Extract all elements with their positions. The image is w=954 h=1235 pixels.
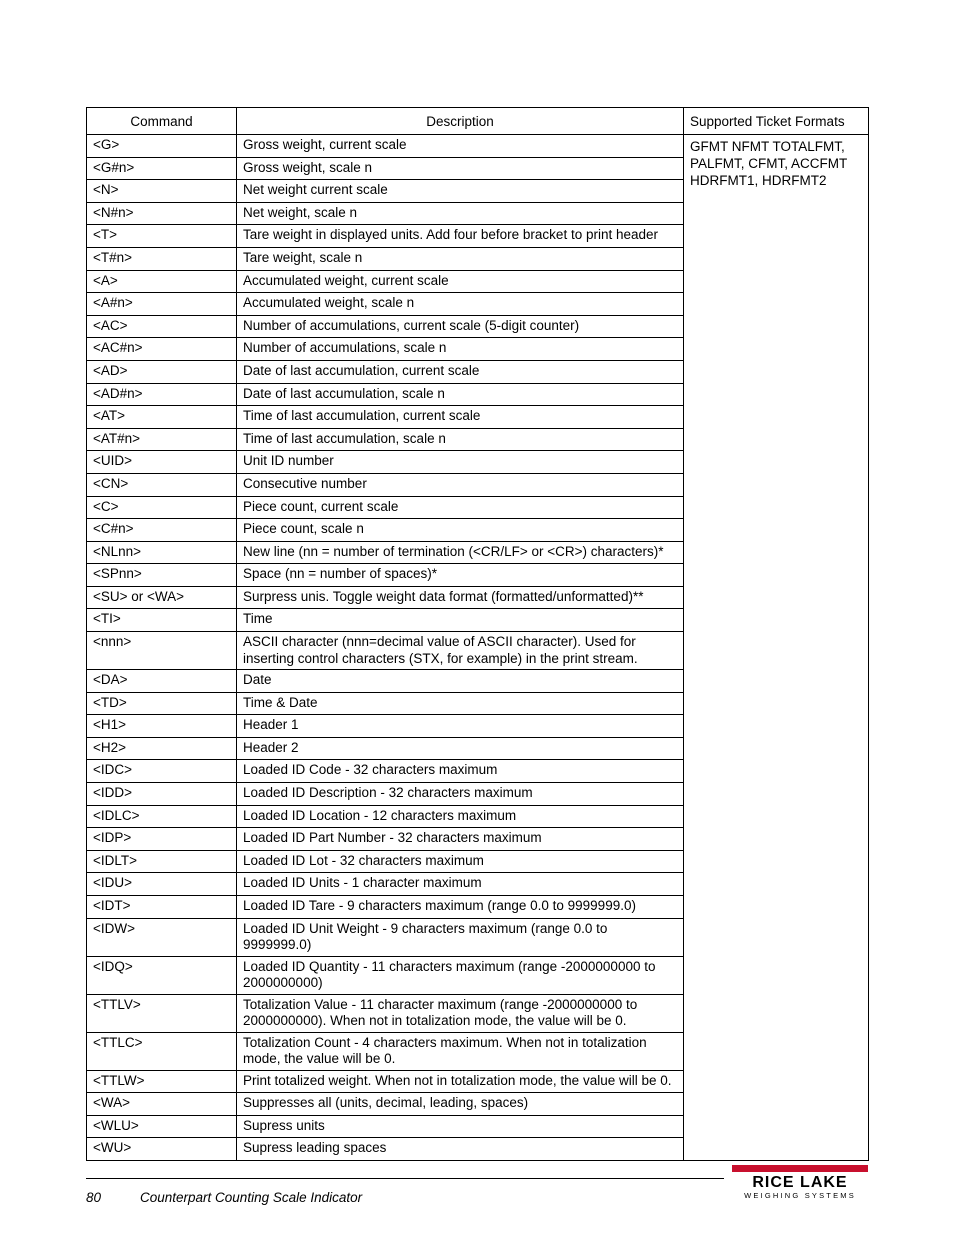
command-cell: <SU> or <WA> bbox=[87, 586, 237, 609]
command-cell: <IDT> bbox=[87, 896, 237, 919]
description-cell: New line (nn = number of termination (<CR/LF> or <CR>) characters)* bbox=[237, 541, 684, 564]
command-cell: <UID> bbox=[87, 451, 237, 474]
description-cell: Loaded ID Description - 32 characters maximum bbox=[237, 783, 684, 806]
description-cell: Supress leading spaces bbox=[237, 1138, 684, 1161]
command-cell: <AT#n> bbox=[87, 428, 237, 451]
command-cell: <WLU> bbox=[87, 1115, 237, 1138]
description-cell: Loaded ID Tare - 9 characters maximum (range 0.0 to 9999999.0) bbox=[237, 896, 684, 919]
ticket-formats-cell: GFMT NFMT TOTALFMT, PALFMT, CFMT, ACCFMT HDRFMT1, HDRFMT2 bbox=[684, 135, 869, 1161]
command-cell: <IDQ> bbox=[87, 956, 237, 994]
command-cell: <T> bbox=[87, 225, 237, 248]
description-cell: Consecutive number bbox=[237, 473, 684, 496]
command-cell: <NLnn> bbox=[87, 541, 237, 564]
command-cell: <IDW> bbox=[87, 918, 237, 956]
command-cell: <IDU> bbox=[87, 873, 237, 896]
command-cell: <TD> bbox=[87, 692, 237, 715]
description-cell: Totalization Value - 11 character maximum (range -2000000000 to 2000000000). When not in totalization mode, the value will be 0. bbox=[237, 994, 684, 1032]
command-cell: <AD#n> bbox=[87, 383, 237, 406]
command-cell: <WA> bbox=[87, 1093, 237, 1116]
description-cell: Number of accumulations, current scale (5-digit counter) bbox=[237, 315, 684, 338]
description-cell: Piece count, current scale bbox=[237, 496, 684, 519]
command-cell: <DA> bbox=[87, 670, 237, 693]
command-cell: <H2> bbox=[87, 737, 237, 760]
description-cell: Gross weight, scale n bbox=[237, 157, 684, 180]
description-cell: Date of last accumulation, scale n bbox=[237, 383, 684, 406]
description-cell: Time & Date bbox=[237, 692, 684, 715]
command-cell: <IDLT> bbox=[87, 850, 237, 873]
command-cell: <AT> bbox=[87, 406, 237, 429]
header-description: Description bbox=[237, 108, 684, 135]
description-cell: Surpress unis. Toggle weight data format (formatted/unformatted)** bbox=[237, 586, 684, 609]
command-cell: <A> bbox=[87, 270, 237, 293]
page-number: 80 bbox=[86, 1190, 102, 1205]
description-cell: Tare weight, scale n bbox=[237, 247, 684, 270]
logo-wordmark: RICE LAKE bbox=[752, 1174, 848, 1191]
description-cell: Number of accumulations, scale n bbox=[237, 338, 684, 361]
description-cell: Suppresses all (units, decimal, leading, spaces) bbox=[237, 1093, 684, 1116]
command-cell: <TTLW> bbox=[87, 1070, 237, 1093]
description-cell: Loaded ID Units - 1 character maximum bbox=[237, 873, 684, 896]
command-cell: <IDP> bbox=[87, 828, 237, 851]
command-cell: <SPnn> bbox=[87, 564, 237, 587]
command-cell: <AC#n> bbox=[87, 338, 237, 361]
header-command: Command bbox=[87, 108, 237, 135]
command-cell: <TI> bbox=[87, 609, 237, 632]
description-cell: Loaded ID Quantity - 11 characters maximum (range -2000000000 to 2000000000) bbox=[237, 956, 684, 994]
description-cell: Net weight, scale n bbox=[237, 202, 684, 225]
footer-rule bbox=[86, 1178, 724, 1179]
description-cell: Loaded ID Unit Weight - 9 characters maximum (range 0.0 to 9999999.0) bbox=[237, 918, 684, 956]
command-cell: <N> bbox=[87, 180, 237, 203]
description-cell: ASCII character (nnn=decimal value of ASCII character). Used for inserting control characters (STX, for example) in the print stream. bbox=[237, 632, 684, 670]
command-cell: <AD> bbox=[87, 360, 237, 383]
description-cell: Loaded ID Part Number - 32 characters maximum bbox=[237, 828, 684, 851]
command-cell: <WU> bbox=[87, 1138, 237, 1161]
description-cell: Time bbox=[237, 609, 684, 632]
command-cell: <C#n> bbox=[87, 519, 237, 542]
command-cell: <IDD> bbox=[87, 783, 237, 806]
description-cell: Tare weight in displayed units. Add four before bracket to print header bbox=[237, 225, 684, 248]
table-row bbox=[87, 135, 869, 158]
command-cell: <G> bbox=[87, 135, 237, 158]
logo-tagline: WEIGHING SYSTEMS bbox=[744, 1191, 856, 1200]
description-cell: Supress units bbox=[237, 1115, 684, 1138]
description-cell: Loaded ID Location - 12 characters maximum bbox=[237, 805, 684, 828]
command-cell: <H1> bbox=[87, 715, 237, 738]
description-cell: Header 1 bbox=[237, 715, 684, 738]
description-cell: Time of last accumulation, current scale bbox=[237, 406, 684, 429]
command-table bbox=[86, 107, 869, 1161]
command-cell: <IDLC> bbox=[87, 805, 237, 828]
command-cell: <TTLC> bbox=[87, 1032, 237, 1070]
description-cell: Accumulated weight, scale n bbox=[237, 293, 684, 316]
command-cell: <AC> bbox=[87, 315, 237, 338]
description-cell: Date of last accumulation, current scale bbox=[237, 360, 684, 383]
description-cell: Date bbox=[237, 670, 684, 693]
document-title: Counterpart Counting Scale Indicator bbox=[140, 1190, 363, 1205]
description-cell: Header 2 bbox=[237, 737, 684, 760]
command-cell: <A#n> bbox=[87, 293, 237, 316]
command-cell: <C> bbox=[87, 496, 237, 519]
command-cell: <T#n> bbox=[87, 247, 237, 270]
rice-lake-logo bbox=[730, 1165, 870, 1201]
description-cell: Piece count, scale n bbox=[237, 519, 684, 542]
command-cell: <nnn> bbox=[87, 632, 237, 670]
description-cell: Net weight current scale bbox=[237, 180, 684, 203]
description-cell: Gross weight, current scale bbox=[237, 135, 684, 158]
description-cell: Totalization Count - 4 characters maximum. When not in totalization mode, the value will be 0. bbox=[237, 1032, 684, 1070]
description-cell: Space (nn = number of spaces)* bbox=[237, 564, 684, 587]
command-cell: <IDC> bbox=[87, 760, 237, 783]
description-cell: Unit ID number bbox=[237, 451, 684, 474]
description-cell: Loaded ID Code - 32 characters maximum bbox=[237, 760, 684, 783]
command-cell: <G#n> bbox=[87, 157, 237, 180]
command-cell: <N#n> bbox=[87, 202, 237, 225]
command-cell: <CN> bbox=[87, 473, 237, 496]
command-cell: <TTLV> bbox=[87, 994, 237, 1032]
header-ticket-formats: Supported Ticket Formats bbox=[684, 108, 869, 135]
description-cell: Loaded ID Lot - 32 characters maximum bbox=[237, 850, 684, 873]
description-cell: Accumulated weight, current scale bbox=[237, 270, 684, 293]
description-cell: Print totalized weight. When not in totalization mode, the value will be 0. bbox=[237, 1070, 684, 1093]
description-cell: Time of last accumulation, scale n bbox=[237, 428, 684, 451]
table-header-row bbox=[87, 108, 869, 135]
